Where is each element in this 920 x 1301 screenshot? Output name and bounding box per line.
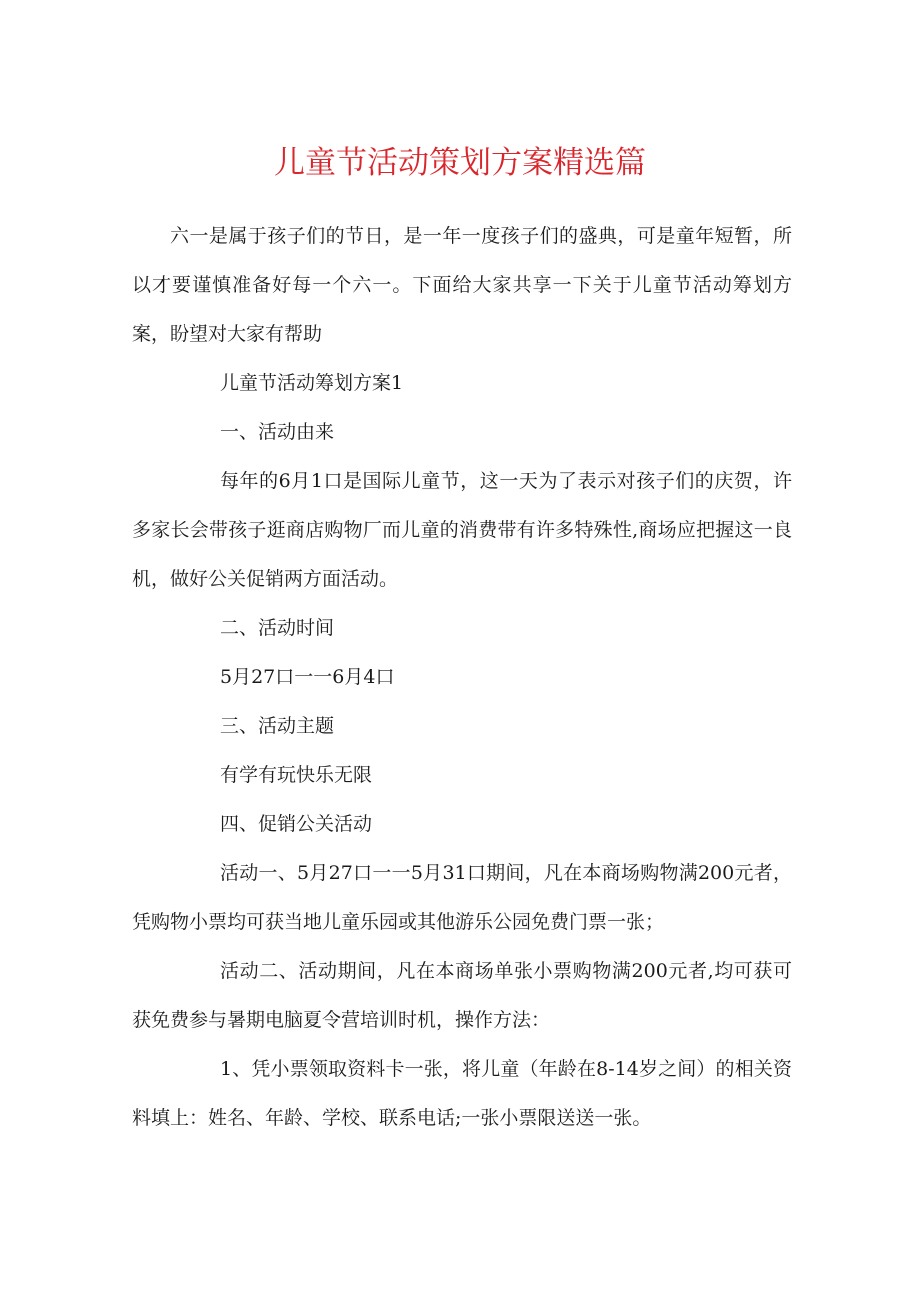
step-one: 1、凭小票领取资料卡一张，将儿童（年龄在8-14岁之间）的相关资料填上：姓名、年龄、学校、联系电话;一张小票限送送一张。	[132, 1058, 792, 1129]
activity-two: 活动二、活动期间，凡在本商场单张小票购物满200元者,均可获可获免费参与暑期电脑夏令营培训时机，操作方法：	[132, 960, 792, 1031]
paragraph-origin: 每年的6月1口是国际儿童节，这一天为了表示对孩子们的庆贺，许多家长会带孩子逛商店购物厂而儿童的消费带有许多特殊性,商场应把握这一良机，做好公关促销两方面活动。	[132, 470, 792, 590]
document-body	[132, 212, 792, 1143]
activity-one: 活动一、5月27口一一5月31口期间，凡在本商场购物满200元者，凭购物小票均可获当地儿童乐园或其他游乐公园免费门票一张；	[132, 862, 792, 933]
heading-promotion: 四、促销公关活动	[220, 813, 373, 835]
heading-theme: 三、活动主题	[220, 715, 335, 737]
heading-origin: 一、活动由来	[220, 421, 335, 443]
activity-time: 5月27口一一6月4口	[220, 666, 395, 688]
activity-theme: 有学有玩快乐无限	[220, 764, 373, 786]
section-title: 儿童节活动筹划方案1	[220, 372, 404, 394]
document-title: 儿童节活动策划方案精选篇	[274, 145, 646, 181]
intro-paragraph: 六一是属于孩子们的节日，是一年一度孩子们的盛典，可是童年短暂，所以才要谨慎准备好每一个六一。下面给大家共享一下关于儿童节活动筹划方案，盼望对大家有帮助	[132, 225, 792, 345]
heading-time: 二、活动时间	[220, 617, 335, 639]
